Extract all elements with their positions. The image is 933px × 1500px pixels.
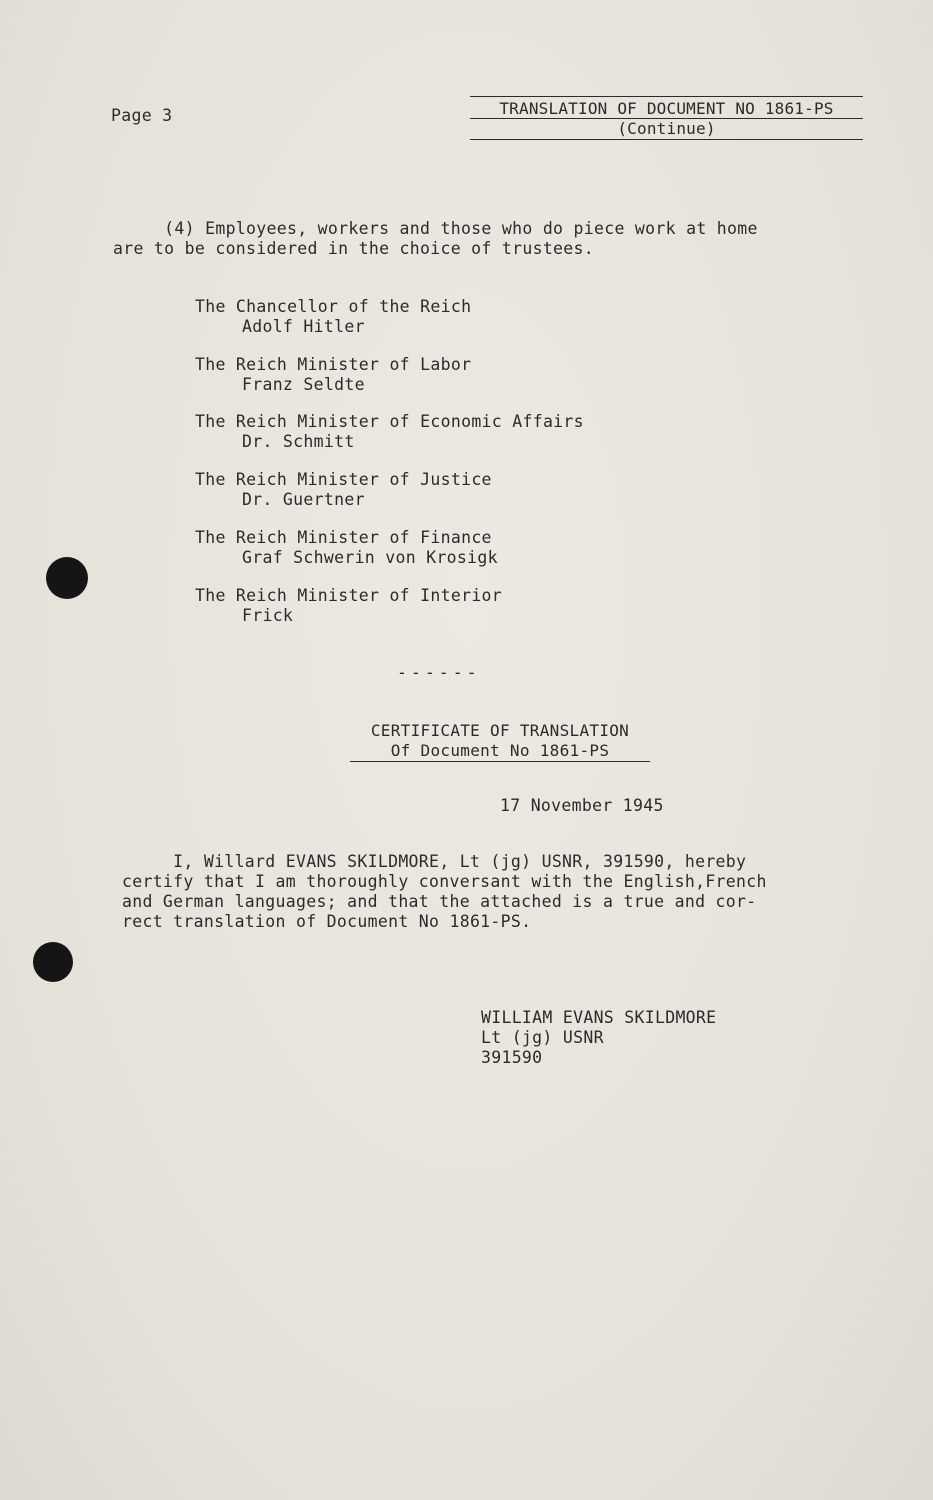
certificate-line: I, Willard EVANS SKILDMORE, Lt (jg) USNR, 391590, hereby (122, 852, 747, 871)
signatory-name: Graf Schwerin von Krosigk (242, 548, 498, 567)
signatory-name: Franz Seldte (242, 375, 365, 394)
section-separator: ------ (397, 663, 481, 682)
page-number: Page 3 (111, 106, 173, 125)
signatory-title: The Chancellor of the Reich (195, 297, 472, 316)
punch-hole (46, 557, 88, 599)
signer-rank: Lt (jg) USNR (481, 1028, 604, 1047)
signatory-name: Adolf Hitler (242, 317, 365, 336)
document-title: TRANSLATION OF DOCUMENT NO 1861-PS (470, 96, 863, 119)
document-subtitle: (Continue) (470, 119, 863, 140)
signatory-block (195, 412, 584, 452)
paragraph-4 (113, 219, 853, 259)
signatory-block (195, 586, 502, 626)
certificate-line: rect translation of Document No 1861-PS. (122, 912, 532, 931)
paragraph-line: are to be considered in the choice of trustees. (113, 239, 594, 258)
signer-name: WILLIAM EVANS SKILDMORE (481, 1008, 717, 1027)
signatory-block (195, 470, 492, 510)
translator-signature-block (481, 1008, 716, 1068)
certificate-body (122, 852, 862, 932)
signatory-title: The Reich Minister of Interior (195, 586, 503, 605)
paragraph-line: (4) Employees, workers and those who do piece work at home (113, 219, 758, 238)
signatory-block (195, 528, 498, 568)
signatory-title: The Reich Minister of Finance (195, 528, 492, 547)
signatory-block (195, 355, 471, 395)
signatory-name: Dr. Guertner (242, 490, 365, 509)
signatory-name: Frick (242, 606, 294, 625)
signer-number: 391590 (481, 1048, 543, 1067)
signatory-title: The Reich Minister of Economic Affairs (195, 412, 584, 431)
document-header (470, 96, 863, 140)
certificate-line: and German languages; and that the attached is a true and cor- (122, 892, 757, 911)
certificate-heading-block (350, 721, 650, 762)
signatory-title: The Reich Minister of Justice (195, 470, 492, 489)
punch-hole (33, 942, 73, 982)
certificate-line: certify that I am thoroughly conversant with the English,French (122, 872, 767, 891)
signatory-name: Dr. Schmitt (242, 432, 355, 451)
certificate-subheading: Of Document No 1861-PS (350, 741, 650, 762)
certificate-date: 17 November 1945 (500, 796, 664, 815)
signatory-title: The Reich Minister of Labor (195, 355, 472, 374)
signatory-block (195, 297, 471, 337)
certificate-heading: CERTIFICATE OF TRANSLATION (370, 721, 630, 740)
